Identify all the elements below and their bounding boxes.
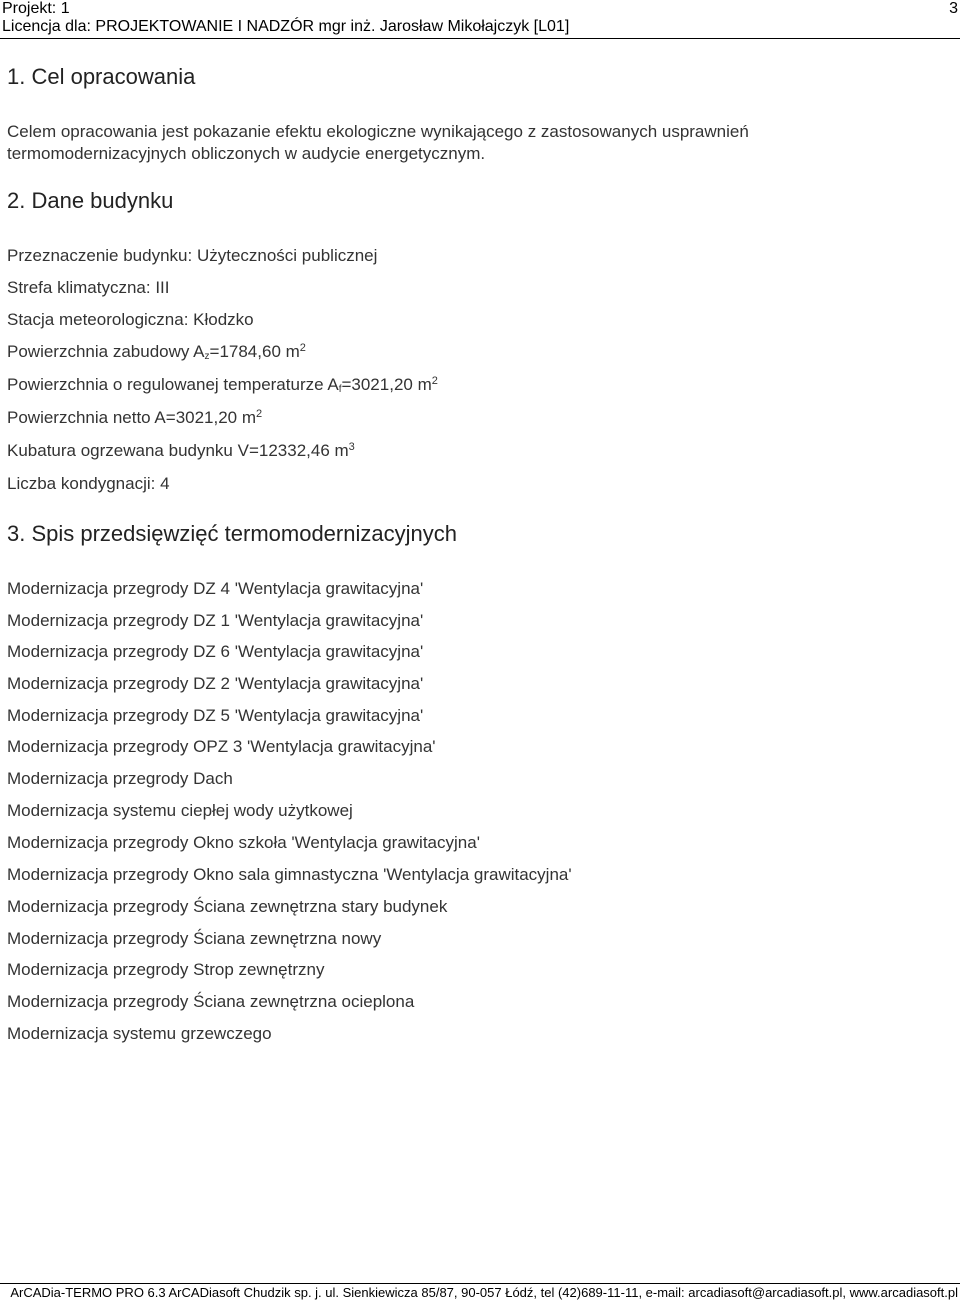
section-3-title: 3. Spis przedsięwzięć termomodernizacyjnych [7,521,457,546]
section-1-body-line-2: termomodernizacyjnych obliczonych w audycie energetycznym. [7,144,486,163]
measure-item: Modernizacja przegrody Okno sala gimnastyczna 'Wentylacja grawitacyjna' [7,865,572,884]
measure-item: Modernizacja przegrody Ściana zewnętrzna stary budynek [7,897,448,916]
measure-item: Modernizacja systemu grzewczego [7,1024,272,1043]
measure-item: Modernizacja przegrody DZ 1 'Wentylacja grawitacyjna' [7,611,424,630]
measure-item: Modernizacja przegrody Dach [7,769,233,788]
page-footer [0,1283,960,1302]
section-1-body-line-1: Celem opracowania jest pokazanie efektu ekologiczne wynikającego z zastosowanych usprawnień [7,122,749,141]
measure-item: Modernizacja przegrody DZ 2 'Wentylacja grawitacyjna' [7,674,424,693]
section-1-title: 1. Cel opracowania [7,64,196,89]
measure-item: Modernizacja przegrody Ściana zewnętrzna ocieplona [7,992,415,1011]
built-area: Powierzchnia zabudowy $A_z=1784,60$ $m^2$ [7,342,306,362]
footer-text: ArCADia-TERMO PRO 6.3 ArCADiasoft Chudzik sp. j. ul. Sienkiewicza 85/87, 90-057 Łódź, tel (42)689-11-11, e-mail: arcadiasoft@arcadiasoft.pl, www.arcadiasoft.pl [10,1285,958,1300]
measure-item: Modernizacja przegrody DZ 6 'Wentylacja grawitacyjna' [7,642,424,661]
measure-item: Modernizacja przegrody DZ 4 'Wentylacja grawitacyjna' [7,579,424,598]
measure-item: Modernizacja przegrody Okno szkoła 'Wentylacja grawitacyjna' [7,833,480,852]
heated-area: Powierzchnia o regulowanej temperaturze $A_f=3021,20$ $m^2$ [7,375,438,395]
measure-item: Modernizacja przegrody Ściana zewnętrzna nowy [7,929,382,948]
storey-count: Liczba kondygnacji: 4 [7,474,170,493]
page-number: 3 [949,0,958,17]
net-area: Powierzchnia netto A=3021,20 $m^2$ [7,408,263,427]
measure-item: Modernizacja systemu ciepłej wody użytkowej [7,801,353,820]
page-header [0,0,960,39]
heated-volume: Kubatura ogrzewana budynku V=12332,46 $m^3$ [7,441,355,460]
measure-item: Modernizacja przegrody Strop zewnętrzny [7,960,325,979]
climate-zone: Strefa klimatyczna: III [7,278,170,297]
building-purpose: Przeznaczenie budynku: Użyteczności publicznej [7,246,378,265]
section-2-title: 2. Dane budynku [7,188,174,213]
weather-station: Stacja meteorologiczna: Kłodzko [7,310,254,329]
license-label: Licencja dla: PROJEKTOWANIE I NADZÓR mgr inż. Jarosław Mikołajczyk [L01] [2,18,570,35]
project-label: Projekt: 1 [2,0,70,17]
measure-item: Modernizacja przegrody OPZ 3 'Wentylacja grawitacyjna' [7,737,436,756]
measure-item: Modernizacja przegrody DZ 5 'Wentylacja grawitacyjna' [7,706,424,725]
